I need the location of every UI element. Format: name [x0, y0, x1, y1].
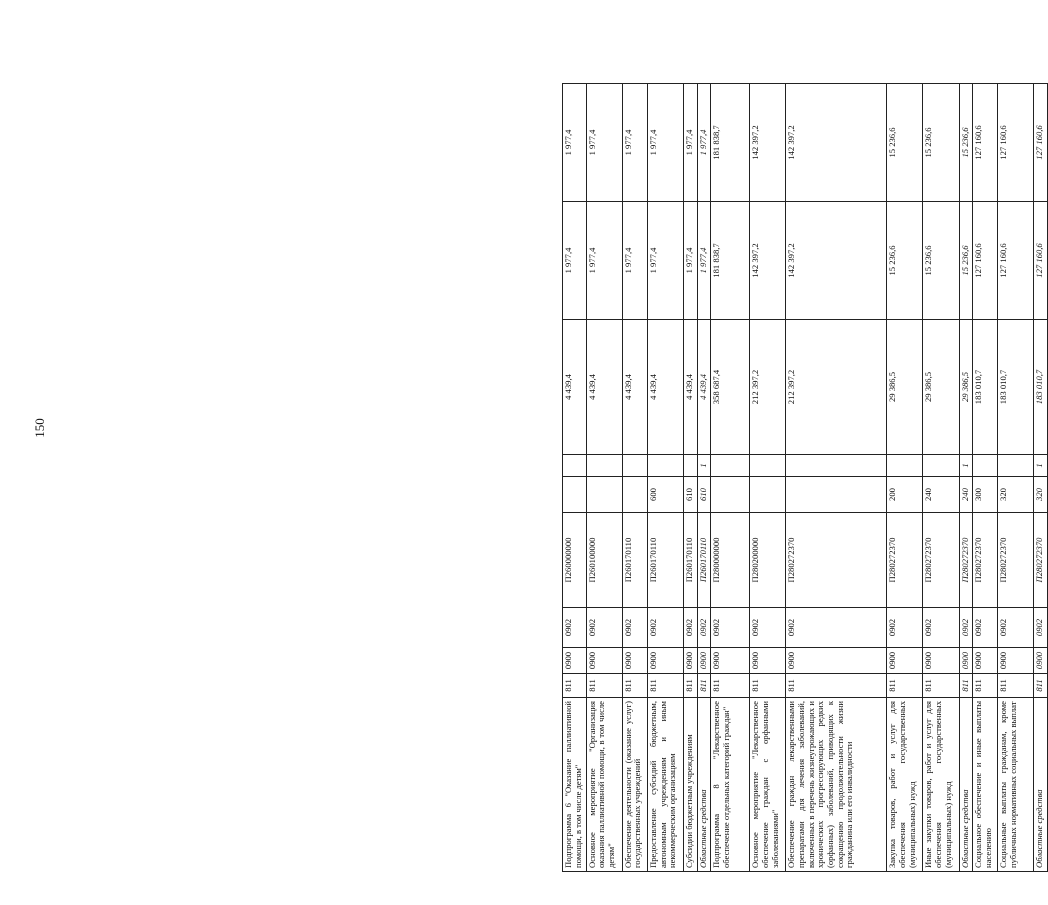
table-row	[998, 84, 1034, 872]
row-amount-3: 127 160,6	[1034, 84, 1048, 202]
row-amount-2: 181 838,7	[711, 202, 750, 320]
row-amount-3: 15 236,6	[923, 84, 959, 202]
row-subsection-code: 0902	[786, 608, 887, 648]
row-amount-2: 1 977,4	[697, 202, 710, 320]
table-row	[923, 84, 959, 872]
row-target-article-code: П280272370	[923, 513, 959, 608]
row-grbs-code: 811	[887, 674, 923, 698]
table-row	[697, 84, 710, 872]
row-name: Областные средства	[959, 698, 972, 872]
row-grbs-code: 811	[1034, 674, 1048, 698]
row-name: Социальные выплаты гражданам, кроме публичных нормативных социальных выплат	[998, 698, 1034, 872]
row-amount-2: 1 977,4	[622, 202, 647, 320]
row-grbs-code: 811	[648, 674, 684, 698]
row-target-article-code: П260100000	[586, 513, 622, 608]
row-section-code: 0900	[648, 648, 684, 674]
row-section-code: 0900	[684, 648, 697, 674]
table-row	[711, 84, 750, 872]
row-target-article-code: П280272370	[887, 513, 923, 608]
row-amount-1: 358 687,4	[711, 320, 750, 455]
row-name: Предоставление субсидий бюджетным, автономным учреждениям и иным некоммерческим организациям	[648, 698, 684, 872]
row-expense-type-code: 300	[972, 477, 997, 513]
row-expense-type-code	[711, 477, 750, 513]
row-funding-source-code	[972, 455, 997, 477]
row-grbs-code: 811	[786, 674, 887, 698]
row-amount-2: 127 160,6	[972, 202, 997, 320]
row-section-code: 0900	[972, 648, 997, 674]
row-target-article-code: П260170110	[622, 513, 647, 608]
table-row	[586, 84, 622, 872]
row-subsection-code: 0902	[998, 608, 1034, 648]
row-section-code: 0900	[750, 648, 786, 674]
row-name: Обеспечение граждан лекарственными препаратами для лечения заболеваний, включенных в перечень жизнеугрожающих и хронических прогрессирующих редких (орфанных) заболеваний, приводящих к сокращению продолжительности жизни гражданина или его инвалидности	[786, 698, 887, 872]
row-subsection-code: 0902	[563, 608, 587, 648]
table-row	[648, 84, 684, 872]
row-expense-type-code	[586, 477, 622, 513]
row-section-code: 0900	[711, 648, 750, 674]
row-amount-3: 1 977,4	[622, 84, 647, 202]
row-section-code: 0900	[887, 648, 923, 674]
row-funding-source-code	[786, 455, 887, 477]
row-expense-type-code	[750, 477, 786, 513]
budget-table	[562, 83, 1048, 872]
row-amount-2: 1 977,4	[586, 202, 622, 320]
row-name: Подпрограмма 8 "Лекарственное обеспечение отдельных категорий граждан"	[711, 698, 750, 872]
row-section-code: 0900	[1034, 648, 1048, 674]
row-subsection-code: 0902	[959, 608, 972, 648]
row-amount-2: 1 977,4	[684, 202, 697, 320]
row-name: Областные средства	[1034, 698, 1048, 872]
row-target-article-code: П260170110	[684, 513, 697, 608]
row-amount-2: 127 160,6	[1034, 202, 1048, 320]
row-amount-1: 183 010,7	[1034, 320, 1048, 455]
row-amount-1: 4 439,4	[648, 320, 684, 455]
row-subsection-code: 0902	[711, 608, 750, 648]
table-row	[887, 84, 923, 872]
row-expense-type-code: 320	[998, 477, 1034, 513]
row-amount-1: 29 386,5	[887, 320, 923, 455]
row-amount-2: 1 977,4	[563, 202, 587, 320]
row-name: Подпрограмма 6 "Оказание паллиативной помощи, в том числе детям"	[563, 698, 587, 872]
row-name: Основное мероприятие "Организация оказания паллиативной помощи, в том числе детям"	[586, 698, 622, 872]
row-name: Субсидии бюджетным учреждениям	[684, 698, 697, 872]
row-amount-3: 142 397,2	[786, 84, 887, 202]
row-expense-type-code	[622, 477, 647, 513]
row-amount-1: 4 439,4	[622, 320, 647, 455]
row-grbs-code: 811	[622, 674, 647, 698]
row-subsection-code: 0902	[622, 608, 647, 648]
row-target-article-code: П260170110	[648, 513, 684, 608]
row-target-article-code: П280272370	[972, 513, 997, 608]
row-target-article-code: П280200000	[750, 513, 786, 608]
row-subsection-code: 0902	[586, 608, 622, 648]
row-grbs-code: 811	[586, 674, 622, 698]
row-funding-source-code	[923, 455, 959, 477]
row-amount-1: 212 397,2	[786, 320, 887, 455]
row-grbs-code: 811	[684, 674, 697, 698]
row-funding-source-code	[887, 455, 923, 477]
row-amount-1: 4 439,4	[563, 320, 587, 455]
row-amount-3: 1 977,4	[563, 84, 587, 202]
row-name: Основное мероприятие "Лекарственное обеспечение граждан с орфанными заболеваниями"	[750, 698, 786, 872]
row-grbs-code: 811	[972, 674, 997, 698]
row-grbs-code: 811	[563, 674, 587, 698]
row-funding-source-code	[586, 455, 622, 477]
page-number: 150	[32, 418, 47, 438]
row-amount-1: 212 397,2	[750, 320, 786, 455]
table-row	[1034, 84, 1048, 872]
row-expense-type-code: 240	[923, 477, 959, 513]
table-row	[563, 84, 587, 872]
row-target-article-code: П280000000	[711, 513, 750, 608]
table-row	[786, 84, 887, 872]
row-target-article-code: П280272370	[998, 513, 1034, 608]
row-subsection-code: 0902	[648, 608, 684, 648]
row-expense-type-code: 200	[887, 477, 923, 513]
row-amount-3: 15 236,6	[887, 84, 923, 202]
row-grbs-code: 811	[998, 674, 1034, 698]
budget-table-body	[563, 84, 1048, 872]
row-target-article-code: П280272370	[1034, 513, 1048, 608]
table-row	[959, 84, 972, 872]
table-row	[750, 84, 786, 872]
row-subsection-code: 0902	[684, 608, 697, 648]
row-grbs-code: 811	[750, 674, 786, 698]
row-amount-1: 4 439,4	[697, 320, 710, 455]
row-section-code: 0900	[697, 648, 710, 674]
row-funding-source-code	[563, 455, 587, 477]
row-expense-type-code: 610	[697, 477, 710, 513]
table-row	[622, 84, 647, 872]
row-amount-3: 1 977,4	[697, 84, 710, 202]
row-amount-3: 1 977,4	[648, 84, 684, 202]
row-amount-3: 1 977,4	[684, 84, 697, 202]
row-amount-2: 127 160,6	[998, 202, 1034, 320]
row-name: Социальное обеспечение и иные выплаты населению	[972, 698, 997, 872]
row-section-code: 0900	[622, 648, 647, 674]
row-grbs-code: 811	[959, 674, 972, 698]
row-name: Областные средства	[697, 698, 710, 872]
row-funding-source-code	[622, 455, 647, 477]
row-amount-1: 29 386,5	[959, 320, 972, 455]
table-row	[684, 84, 697, 872]
row-amount-3: 127 160,6	[972, 84, 997, 202]
row-amount-1: 29 386,5	[923, 320, 959, 455]
row-amount-1: 4 439,4	[684, 320, 697, 455]
row-amount-2: 15 236,6	[887, 202, 923, 320]
row-name: Иные закупки товаров, работ и услуг для обеспечения государственных (муниципальных) нужд	[923, 698, 959, 872]
row-grbs-code: 811	[711, 674, 750, 698]
row-amount-3: 142 397,2	[750, 84, 786, 202]
row-section-code: 0900	[959, 648, 972, 674]
row-amount-3: 15 236,6	[959, 84, 972, 202]
row-funding-source-code: 1	[959, 455, 972, 477]
row-subsection-code: 0902	[972, 608, 997, 648]
row-amount-3: 181 838,7	[711, 84, 750, 202]
row-amount-1: 183 010,7	[998, 320, 1034, 455]
row-section-code: 0900	[586, 648, 622, 674]
row-funding-source-code	[684, 455, 697, 477]
row-amount-2: 15 236,6	[923, 202, 959, 320]
row-funding-source-code: 1	[1034, 455, 1048, 477]
row-subsection-code: 0902	[923, 608, 959, 648]
row-expense-type-code	[563, 477, 587, 513]
row-funding-source-code	[998, 455, 1034, 477]
row-expense-type-code	[786, 477, 887, 513]
row-amount-2: 1 977,4	[648, 202, 684, 320]
row-amount-1: 4 439,4	[586, 320, 622, 455]
row-amount-2: 142 397,2	[786, 202, 887, 320]
row-section-code: 0900	[786, 648, 887, 674]
row-expense-type-code: 240	[959, 477, 972, 513]
row-target-article-code: П260000000	[563, 513, 587, 608]
row-target-article-code: П280272370	[959, 513, 972, 608]
row-funding-source-code	[711, 455, 750, 477]
rotated-table-wrapper	[562, 84, 1048, 872]
row-subsection-code: 0902	[887, 608, 923, 648]
row-name: Обеспечение деятельности (оказание услуг) государственных учреждений	[622, 698, 647, 872]
row-amount-1: 183 010,7	[972, 320, 997, 455]
row-grbs-code: 811	[923, 674, 959, 698]
row-amount-3: 1 977,4	[586, 84, 622, 202]
row-funding-source-code: 1	[697, 455, 710, 477]
row-section-code: 0900	[998, 648, 1034, 674]
row-name: Закупка товаров, работ и услуг для обеспечения государственных (муниципальных) нужд	[887, 698, 923, 872]
row-amount-2: 142 397,2	[750, 202, 786, 320]
row-amount-2: 15 236,6	[959, 202, 972, 320]
row-section-code: 0900	[923, 648, 959, 674]
row-subsection-code: 0902	[1034, 608, 1048, 648]
row-subsection-code: 0902	[697, 608, 710, 648]
table-row	[972, 84, 997, 872]
row-expense-type-code: 610	[684, 477, 697, 513]
row-funding-source-code	[648, 455, 684, 477]
row-expense-type-code: 600	[648, 477, 684, 513]
row-target-article-code: П280272370	[786, 513, 887, 608]
row-amount-3: 127 160,6	[998, 84, 1034, 202]
row-section-code: 0900	[563, 648, 587, 674]
row-subsection-code: 0902	[750, 608, 786, 648]
row-grbs-code: 811	[697, 674, 710, 698]
row-target-article-code: П260170110	[697, 513, 710, 608]
row-expense-type-code: 320	[1034, 477, 1048, 513]
row-funding-source-code	[750, 455, 786, 477]
